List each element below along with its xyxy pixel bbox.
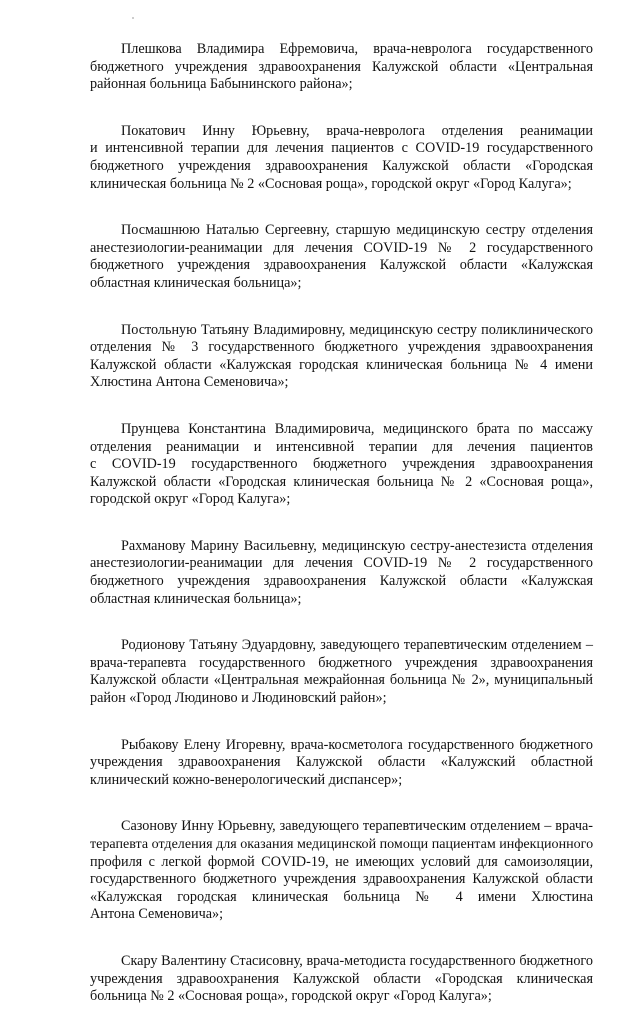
text-line: клинический кожно-венерологический диспансер»; — [90, 771, 403, 788]
list-item — [90, 637, 593, 707]
text-line: районная больница Бабынинского района»; — [90, 76, 353, 93]
text-line: бюджетного учреждения здравоохранения Калужской области «Городская — [90, 157, 593, 174]
text-line: областная клиническая больница»; — [90, 274, 302, 291]
text-line: учреждения здравоохранения Калужской области «Городская клиническая — [90, 970, 593, 987]
text-line: анестезиологии-реанимации для лечения COVID-19 № 2 государственного — [90, 555, 593, 572]
list-item — [90, 41, 593, 94]
text-line: с COVID-19 государственного бюджетного учреждения здравоохранения — [90, 456, 593, 473]
text-line: больница № 2 «Сосновая роща», городской округ «Город Калуга»; — [90, 988, 492, 1005]
list-item — [90, 322, 593, 392]
text-line: городской округ «Город Калуга»; — [90, 491, 291, 508]
list-item — [90, 538, 593, 608]
text-line: Калужской области «Центральная межрайонная больница № 2», муниципальный — [90, 672, 593, 689]
text-line: клиническая больница № 2 «Сосновая роща», городской округ «Город Калуга»; — [90, 175, 572, 192]
text-line: Хлюстина Антона Семеновича»; — [90, 374, 289, 391]
list-item — [90, 818, 593, 924]
text-line: Прунцева Константина Владимировича, медицинского брата по массажу — [121, 420, 593, 437]
text-line: областная клиническая больница»; — [90, 590, 302, 607]
text-line: Скару Валентину Стасисовну, врача-методиста государственного бюджетного — [121, 952, 593, 969]
text-line: Антона Семеновича»; — [90, 906, 224, 923]
text-line: отделения реанимации и интенсивной терапии для лечения пациентов — [90, 438, 593, 455]
text-line: бюджетного учреждения здравоохранения Калужской области «Калужская — [90, 257, 593, 274]
text-line: Калужской области «Калужская городская клиническая больница № 4 имени — [90, 356, 593, 373]
text-line: Калужской области «Городская клиническая больница № 2 «Сосновая роща», — [90, 473, 593, 490]
text-line: «Калужская городская клиническая больница № 4 имени Хлюстина — [90, 888, 593, 905]
text-line: профиля с легкой формой COVID-19, не имеющих условий для самоизоляции, — [90, 853, 593, 870]
text-line: Сазонову Инну Юрьевну, заведующего терапевтическим отделением – врача- — [121, 818, 593, 835]
list-item — [90, 123, 593, 193]
document-body — [90, 41, 593, 1035]
text-line: врача-терапевта государственного бюджетного учреждения здравоохранения — [90, 654, 593, 671]
text-line: Постольную Татьяну Владимировну, медицинскую сестру поликлинического — [121, 321, 593, 338]
text-line: и интенсивной терапии для лечения пациентов с COVID-19 государственного — [90, 140, 593, 157]
text-line: государственного бюджетного учреждения здравоохранения Калужской области — [90, 871, 593, 888]
list-item — [90, 421, 593, 509]
text-line: район «Город Людиново и Людиновский район»; — [90, 690, 387, 707]
text-line: Родионову Татьяну Эдуардовну, заведующего терапевтическим отделением – — [121, 637, 593, 654]
text-line: Покатович Инну Юрьевну, врача-невролога отделения реанимации — [121, 122, 593, 139]
scan-speck — [132, 17, 134, 19]
list-item — [90, 953, 593, 1006]
text-line: Плешкова Владимира Ефремовича, врача-невролога государственного — [121, 41, 593, 57]
text-line: Рахманову Марину Васильевну, медицинскую сестру-анестезиста отделения — [121, 537, 593, 554]
list-item — [90, 737, 593, 790]
text-line: бюджетного учреждения здравоохранения Калужской области «Калужская — [90, 573, 593, 590]
text-line: бюджетного учреждения здравоохранения Калужской области «Центральная — [90, 58, 593, 75]
text-line: учреждения здравоохранения Калужской области «Калужский областной — [90, 754, 593, 771]
text-line: терапевта отделения для оказания медицинской помощи пациентам инфекционного — [90, 836, 594, 852]
text-line: Рыбакову Елену Игоревну, врача-косметолога государственного бюджетного — [121, 736, 593, 753]
text-line: отделения № 3 государственного бюджетного учреждения здравоохранения — [90, 339, 593, 356]
list-item — [90, 222, 593, 292]
text-line: анестезиологии-реанимации для лечения COVID-19 № 2 государственного — [90, 239, 593, 256]
text-line: Посмашнюю Наталью Сергеевну, старшую медицинскую сестру отделения — [121, 222, 593, 239]
